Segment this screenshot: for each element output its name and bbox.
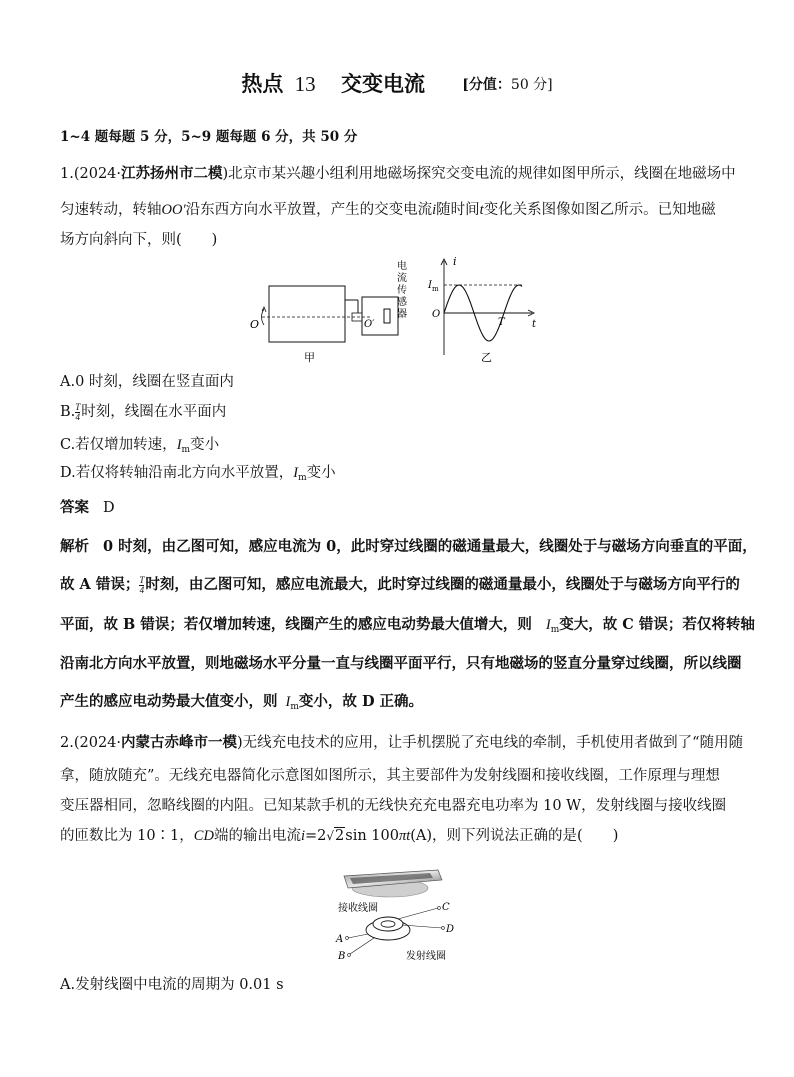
terminal-C bbox=[438, 907, 441, 910]
label-transmit-coil: 发射线圈 bbox=[406, 951, 446, 962]
q1-text-1: )北京市某兴趣小组利用地磁场探究交变电流的规律如图甲所示，线圈在地磁场中 bbox=[222, 166, 736, 182]
label-B: B bbox=[338, 951, 346, 962]
label-O: O bbox=[250, 318, 260, 331]
analysis-3-pre: 平面，故 B 错误；若仅增加转速，线圈产生的感应电动势最大值增大，则 bbox=[60, 616, 532, 633]
q1-source: 江苏扬州市二模 bbox=[121, 165, 223, 182]
opt-b-prefix: B. bbox=[60, 404, 76, 420]
label-A: A bbox=[336, 934, 344, 945]
opt-b-num: T bbox=[75, 401, 81, 412]
coil-rect bbox=[269, 286, 345, 342]
receive-coil-inner bbox=[381, 921, 395, 927]
q2-number: 2.(2024· bbox=[60, 735, 122, 751]
opt-c-I: I bbox=[176, 437, 182, 453]
q1-line-3 bbox=[60, 230, 217, 250]
analysis-3-post: 变大，故 C 错误；若仅将转轴 bbox=[559, 616, 755, 633]
q1-answer bbox=[60, 498, 115, 518]
score-value: 50 分] bbox=[510, 77, 553, 93]
analysis-5-sub: m bbox=[290, 702, 299, 712]
label-receive-coil: 接收线圈 bbox=[338, 903, 378, 914]
analysis-label: 解析 bbox=[60, 538, 89, 555]
terminal-A bbox=[346, 937, 349, 940]
q1-option-a: A.0 时刻，线圈在竖直面内 bbox=[60, 374, 234, 390]
q1-text-2b: 沿东西方向水平放置，产生的交变电流 bbox=[185, 202, 433, 218]
title-number: 13 bbox=[294, 72, 316, 96]
q1-axis: OO′ bbox=[161, 202, 186, 218]
q2-line-1 bbox=[60, 733, 743, 753]
analysis-fraction bbox=[139, 576, 144, 595]
analysis-frac-num: T bbox=[139, 574, 145, 585]
q2-text-4-end: ) bbox=[612, 828, 619, 844]
q2-text-4a: 的匝数比为 10∶1， bbox=[60, 828, 194, 844]
terminal-B bbox=[348, 954, 351, 957]
q2-figure bbox=[330, 858, 470, 968]
graph-label-t: t bbox=[532, 319, 537, 330]
q2-source: 内蒙古赤峰市一模 bbox=[121, 734, 238, 751]
q1-analysis-2 bbox=[60, 575, 740, 595]
q1-analysis-4: 沿南北方向水平放置，则地磁场水平分量一直与线圈平面平行，只有地磁场的竖直分量穿过线圈，所以线圈 bbox=[60, 655, 742, 672]
graph-label-i: i bbox=[453, 255, 457, 268]
q1-line-2 bbox=[60, 200, 716, 220]
analysis-5-pre: 产生的感应电动势最大值变小，则 bbox=[60, 693, 278, 710]
title-main: 交变电流 bbox=[340, 71, 425, 96]
graph-Im-I: I bbox=[428, 280, 432, 291]
q2-line-2: 拿，随放随充”。无线充电器简化示意图如图所示，其主要部件为发射线圈和接收线圈，工作原理与理想 bbox=[60, 768, 720, 784]
q1-text-3: 场方向斜向下，则( bbox=[60, 232, 182, 248]
q2-pit: πt bbox=[398, 828, 411, 844]
opt-c-sub: m bbox=[181, 445, 191, 455]
analysis-5-I: I bbox=[285, 694, 291, 710]
q1-option-c bbox=[60, 435, 219, 460]
q2-option-a: A.发射线圈中电流的周期为 0.01 s bbox=[60, 977, 284, 993]
q1-text-3-end: ) bbox=[211, 232, 218, 248]
analysis-3-I: I bbox=[545, 617, 551, 633]
label-C: C bbox=[442, 902, 450, 913]
analysis-text-1: 0 时刻，由乙图可知，感应电流为 0，此时穿过线圈的磁通量最大，线圈处于与磁场方向垂直的平面， bbox=[103, 538, 757, 555]
q1-var-i: i bbox=[432, 202, 437, 218]
q1-text-2a: 匀速转动，转轴 bbox=[60, 202, 162, 218]
analysis-frac-den: 4 bbox=[139, 584, 145, 595]
opt-d-prefix: D.若仅将转轴沿南北方向水平放置， bbox=[60, 465, 294, 481]
current-sensor bbox=[384, 309, 390, 323]
graph-Im-sub: m bbox=[431, 285, 439, 293]
q1-line-1 bbox=[60, 164, 736, 184]
q2-text-4c: =2 bbox=[304, 828, 327, 844]
opt-d-text: 变小 bbox=[306, 465, 336, 481]
q2-text-4e: (A)，则下列说法正确的是( bbox=[410, 828, 583, 844]
score-label: [分值： bbox=[462, 77, 511, 93]
lead-B bbox=[350, 938, 374, 954]
score-info bbox=[462, 77, 552, 93]
opt-d-sub: m bbox=[298, 473, 307, 483]
q2-text-4d: sin 100 bbox=[345, 828, 399, 844]
q1-analysis-5 bbox=[60, 692, 423, 717]
opt-c-text: 变小 bbox=[190, 437, 220, 453]
sensor-char-3: 传 bbox=[397, 285, 407, 296]
q1-text-2d: 变化关系图像如图乙所示。已知地磁 bbox=[483, 202, 716, 218]
graph-label-T: T bbox=[498, 317, 505, 328]
opt-b-text: 时刻，线圈在水平面内 bbox=[81, 404, 227, 420]
q2-line-4 bbox=[60, 826, 618, 846]
sensor-char-1: 电 bbox=[397, 261, 407, 272]
opt-b-den: 4 bbox=[75, 411, 81, 422]
q2-text-4b: 端的输出电流 bbox=[213, 828, 301, 844]
label-D: D bbox=[446, 924, 455, 935]
q1-analysis-3 bbox=[60, 615, 755, 640]
q1-number: 1.(2024· bbox=[60, 166, 122, 182]
q1-option-d bbox=[60, 463, 336, 488]
analysis-3-sub: m bbox=[550, 625, 560, 635]
opt-b-fraction bbox=[75, 403, 80, 422]
sqrt-value: 2 bbox=[335, 828, 345, 844]
graph-label-Im bbox=[427, 280, 439, 293]
sensor-char-5: 器 bbox=[397, 309, 407, 320]
q2-var-i: i bbox=[300, 828, 305, 844]
q2-text-1: )无线充电技术的应用，让手机摆脱了充电线的牵制，手机使用者做到了“随用随 bbox=[237, 735, 744, 751]
q1-var-t: t bbox=[479, 202, 484, 218]
sensor-char-4: 感 bbox=[397, 297, 407, 308]
q1-figure bbox=[240, 255, 560, 370]
analysis-2-post: 时刻，由乙图可知，感应电流最大，此时穿过线圈的磁通量最小，线圈处于与磁场方向平行的 bbox=[145, 576, 740, 593]
q2-CD: CD bbox=[193, 828, 214, 844]
title-prefix: 热点 bbox=[241, 71, 284, 96]
label-O-prime: O′ bbox=[364, 319, 375, 330]
q1-text-2c: 随时间 bbox=[436, 202, 480, 218]
graph-label-O: O bbox=[432, 309, 441, 320]
opt-d-I: I bbox=[293, 465, 299, 481]
caption-jia: 甲 bbox=[304, 351, 315, 364]
intro-line: 1~4 题每题 5 分，5~9 题每题 6 分，共 50 分 bbox=[60, 129, 358, 145]
opt-c-prefix: C.若仅增加转速， bbox=[60, 437, 177, 453]
q1-analysis-1 bbox=[60, 537, 757, 557]
lead-A bbox=[348, 934, 368, 938]
terminal-D bbox=[442, 927, 445, 930]
sensor-char-2: 流 bbox=[397, 273, 407, 284]
q2-line-3: 变压器相同，忽略线圈的内阻。已知某款手机的无线快充充电器充电功率为 10 W，发射线圈与接收线圈 bbox=[60, 798, 727, 814]
answer-value: D bbox=[103, 500, 115, 516]
lead-C bbox=[398, 908, 438, 919]
analysis-5-post: 变小，故 D 正确。 bbox=[298, 693, 424, 710]
caption-yi: 乙 bbox=[481, 351, 492, 364]
page-title bbox=[0, 68, 794, 98]
q1-option-b bbox=[60, 402, 226, 422]
analysis-2-pre: 故 A 错误； bbox=[60, 576, 140, 593]
answer-label: 答案 bbox=[60, 499, 89, 516]
sqrt-sign: √ bbox=[326, 829, 335, 843]
